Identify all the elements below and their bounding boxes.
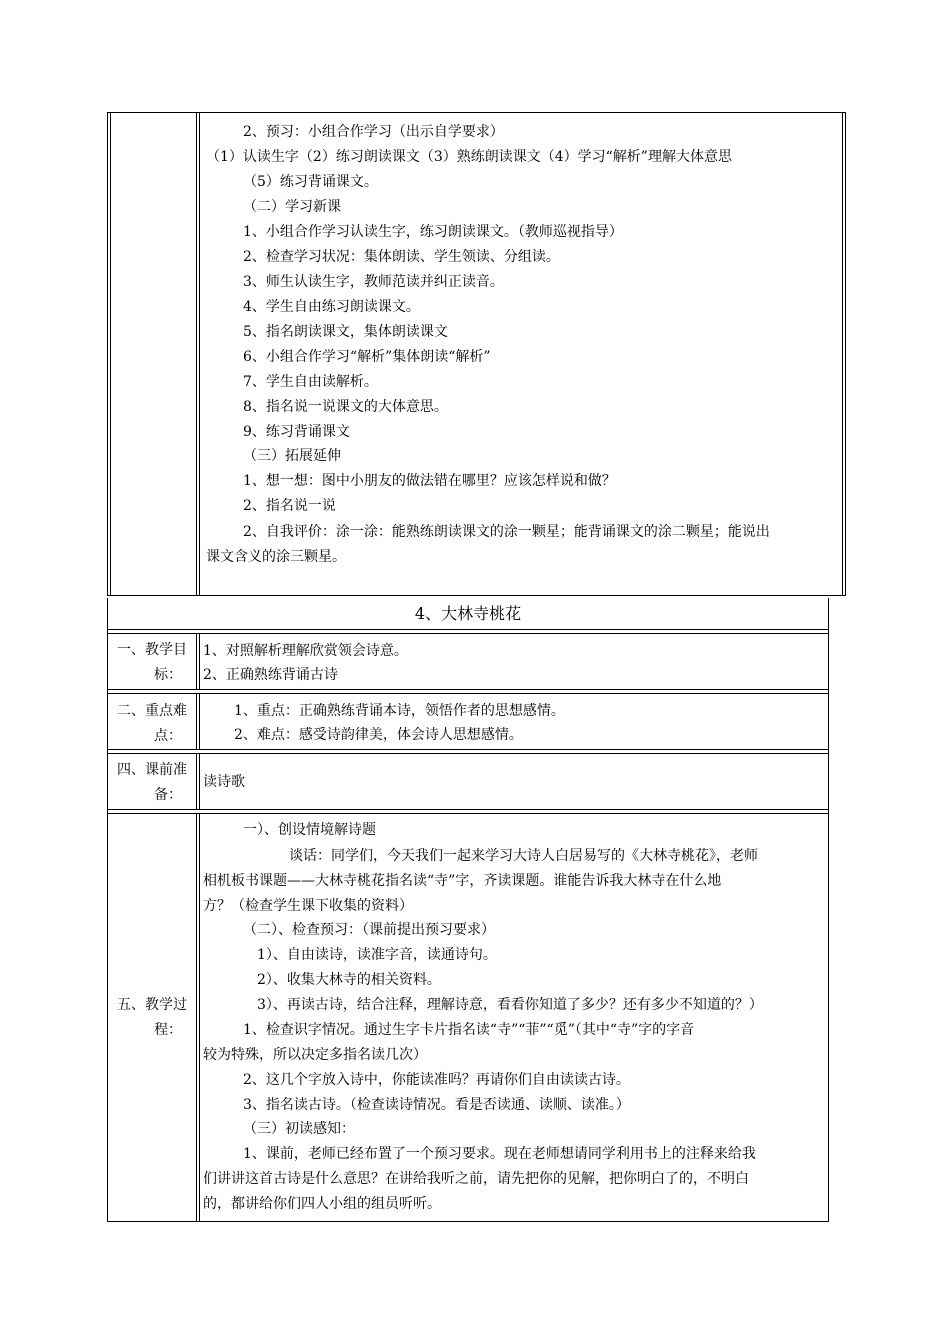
key-points-label-line-1: 二、重点难 bbox=[117, 703, 187, 719]
text-line: 5、指名朗读课文，集体朗读课文 bbox=[243, 324, 448, 340]
preparation-text: 读诗歌 bbox=[203, 774, 245, 790]
text-line: 一）、创设情境解诗题 bbox=[243, 822, 376, 838]
text-line: 3、师生认读生字，教师范读并纠正读音。 bbox=[243, 274, 504, 290]
text-line: （三）初读感知： bbox=[243, 1121, 355, 1137]
objective-item: 2、正确熟练背诵古诗 bbox=[203, 667, 338, 683]
text-line: 6、小组合作学习“解析”集体朗读“解析” bbox=[243, 349, 491, 365]
text-line: 方？（检查学生课下收集的资料） bbox=[203, 898, 413, 914]
text-line: 相机板书课题——大林寺桃花指名读“寺”字，齐读课题。谁能告诉我大林寺在什么地 bbox=[203, 873, 722, 889]
text-line: （三）拓展延伸 bbox=[243, 448, 341, 464]
text-line: 谈话：同学们，今天我们一起来学习大诗人白居易写的《大林寺桃花》，老师 bbox=[289, 848, 758, 864]
key-point-item: 2、难点：感受诗韵律美，体会诗人思想感情。 bbox=[234, 727, 523, 743]
process-label-line-1: 五、教学过 bbox=[117, 997, 187, 1013]
text-line: （二）学习新课 bbox=[243, 199, 341, 215]
text-line: 2、检查学习状况：集体朗读、学生领读、分组读。 bbox=[243, 249, 560, 265]
text-line: 的，都讲给你们四人小组的组员听听。 bbox=[203, 1196, 441, 1212]
text-line: 较为特殊，所以决定多指名读几次） bbox=[203, 1047, 427, 1063]
text-line: （1）认读生字（2）练习朗读课文（3）熟练朗读课文（4）学习“解析”理解大体意思 bbox=[206, 149, 732, 165]
text-line: 们讲讲这首古诗是什么意思？在讲给我听之前，请先把你的见解，把你明白了的，不明白 bbox=[203, 1171, 749, 1187]
process-label-line-2: 程： bbox=[154, 1022, 182, 1038]
text-line: 8、指名说一说课文的大体意思。 bbox=[243, 399, 448, 415]
objectives-label-line-1: 一、教学目 bbox=[117, 642, 187, 658]
text-line: 1、课前，老师已经布置了一个预习要求。现在老师想请同学利用书上的注释来给我 bbox=[243, 1146, 756, 1162]
text-line: （5）练习背诵课文。 bbox=[243, 174, 378, 190]
preparation-label-line-1: 四、课前准 bbox=[117, 762, 187, 778]
text-line: 7、学生自由读解析。 bbox=[243, 374, 378, 390]
text-line: 1、小组合作学习认读生字，练习朗读课文。（教师巡视指导） bbox=[243, 224, 623, 240]
text-line: （二）、检查预习：（课前提出预习要求） bbox=[243, 922, 495, 938]
lesson-title: 4、大林寺桃花 bbox=[414, 604, 522, 623]
text-line: 2、预习：小组合作学习（出示自学要求） bbox=[243, 124, 504, 140]
objective-item: 1、对照解析理解欣赏领会诗意。 bbox=[203, 643, 408, 659]
text-line: 1、想一想：图中小朋友的做法错在哪里？应该怎样说和做？ bbox=[243, 473, 616, 489]
text-line: 课文含义的涂三颗星。 bbox=[206, 549, 346, 565]
text-line: 3、指名读古诗。（检查读诗情况。看是否读通、读顺、读准。） bbox=[243, 1097, 630, 1113]
text-line: 4、学生自由练习朗读课文。 bbox=[243, 299, 420, 315]
text-line: 9、练习背诵课文 bbox=[243, 424, 350, 440]
text-line: 2、自我评价：涂一涂：能熟练朗读课文的涂一颗星；能背诵课文的涂二颗星；能说出 bbox=[243, 524, 770, 540]
text-line: 2）、收集大林寺的相关资料。 bbox=[257, 972, 441, 988]
key-point-item: 1、重点：正确熟练背诵本诗，领悟作者的思想感情。 bbox=[234, 703, 565, 719]
text-line: 1、检查识字情况。通过生字卡片指名读“寺”“菲”“觅”（其中“寺”字的字音 bbox=[243, 1022, 695, 1038]
preparation-label-line-2: 备： bbox=[154, 787, 182, 803]
text-line: 1）、自由读诗，读准字音，读通诗句。 bbox=[257, 947, 497, 963]
text-line: 2、这几个字放入诗中，你能读准吗？再请你们自由读读古诗。 bbox=[243, 1072, 630, 1088]
text-line: 2、指名说一说 bbox=[243, 498, 336, 514]
text-line: 3）、再读古诗，结合注释，理解诗意，看看你知道了多少？还有多少不知道的？） bbox=[257, 997, 763, 1013]
key-points-label-line-2: 点： bbox=[154, 728, 182, 744]
objectives-label-line-2: 标： bbox=[154, 667, 182, 683]
